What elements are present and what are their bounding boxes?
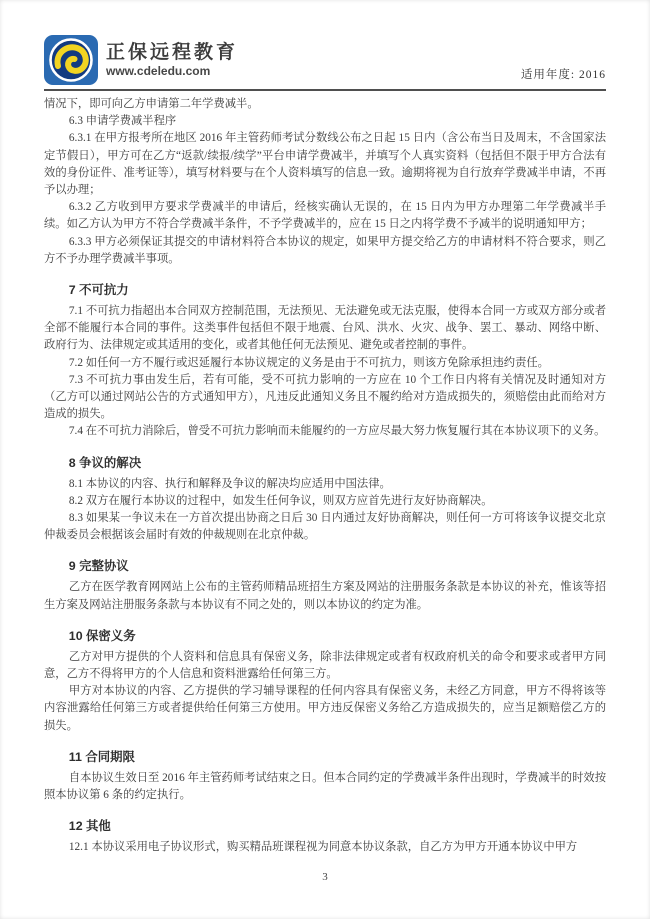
paragraph: 12.1 本协议采用电子协议形式，购买精品班课程视为同意本协议条款，自乙方为甲方开通本协议中甲方 bbox=[68, 841, 578, 854]
paragraph: 甲方对本协议的内容、乙方提供的学习辅导课程的任何内容具有保密义务，未经乙方同意，甲方不得将该等内容泄露给任何第三方或者提供给任何第三方使用。甲方违反保密义务给乙方造成损失的，应当足额赔偿乙方的损失。 bbox=[44, 685, 606, 732]
section-heading: 10 保密义务 bbox=[68, 628, 136, 643]
paragraph: 8.3 如果某一争议未在一方首次提出协商之日后 30 日内通过友好协商解决，则任何一方可将该争议提交北京仲裁委员会根据该会届时有效的仲裁规则在北京仲裁。 bbox=[44, 512, 606, 542]
section-heading: 9 完整协议 bbox=[68, 559, 129, 574]
section-heading: 7 不可抗力 bbox=[68, 283, 129, 298]
paragraph: 乙方在医学教育网网站上公布的主管药师精品班招生方案及网站的注册服务条款是本协议的补充，惟该等招生方案及网站注册服务条款与本协议有不同之处的，则以本协议的约定为准。 bbox=[44, 581, 606, 611]
paragraph: 7.4 在不可抗力消除后，曾受不可抗力影响而未能履约的一方应尽最大努力恢复履行其在本协议项下的义务。 bbox=[68, 425, 606, 438]
paragraph: 8.2 双方在履行本协议的过程中，如发生任何争议，则双方应首先进行友好协商解决。 bbox=[68, 494, 493, 507]
paragraph: 7.1 不可抗力指超出本合同双方控制范围，无法预见、无法避免或无法克服，使得本合同一方或双方部分或者全部不能履行本合同的事件。这类事件包括但不限于地震、台风、洪水、火灾、战争、罢工、暴动、网络中断、政府行为、法律规定或其适用的变化，或者其他任何无法预见、避免或者控制的事件。 bbox=[44, 305, 606, 352]
paragraph: 7.2 如任何一方不履行或迟延履行本协议规定的义务是由于不可抗力，则该方免除承担违约责任。 bbox=[68, 356, 549, 369]
brand-logo-icon bbox=[44, 35, 98, 85]
paragraph: 6.3.1 在甲方报考所在地区 2016 年主管药师考试分数线公布之日起 15 日内（含公布当日及周末，不含国家法定节假日），甲方可在乙方“返款/续报/续学”平台申请学费减半，并填写个人真实资料（包括但不限于甲方合法有效的身份证件、准考证等），填写材料要与在个人资料填写的信息一致。逾期将视为自行放弃学费减半申请，不再予以办理； bbox=[44, 132, 606, 197]
brand-url: www.cdeledu.com bbox=[106, 63, 211, 78]
section-heading: 8 争议的解决 bbox=[68, 455, 142, 470]
applicable-year-label: 适用年度: 2016 bbox=[520, 69, 606, 81]
paragraph: 7.3 不可抗力事由发生后，若有可能，受不可抗力影响的一方应在 10 个工作日内将有关情况及时通知对方（乙方可以通过网站公告的方式通知甲方），凡违反此通知义务且不履约给对方造成损失的，须赔偿由此而给对方造成的损失。 bbox=[44, 373, 606, 421]
paragraph: 6.3 申请学费减半程序 bbox=[68, 115, 177, 128]
brand bbox=[44, 35, 238, 85]
paragraph: 情况下，即可向乙方申请第二年学费减半。 bbox=[44, 98, 259, 110]
paragraph: 自本协议生效日至 2016 年主管药师考试结束之日。但本合同约定的学费减半条件出现时，学费减半的时效按照本协议第 6 条的约定执行。 bbox=[44, 771, 606, 802]
brand-name: 正保远程教育 bbox=[106, 41, 239, 63]
document-body bbox=[44, 91, 606, 857]
page-number: 3 bbox=[322, 870, 328, 883]
section-heading: 11 合同期限 bbox=[68, 749, 135, 764]
brand-text bbox=[106, 43, 238, 78]
paragraph: 6.3.3 甲方必须保证其提交的申请材料符合本协议的规定，如果甲方提交给乙方的申请材料不符合要求，则乙方不予办理学费减半事项。 bbox=[44, 235, 606, 265]
paragraph: 乙方对甲方提供的个人资料和信息具有保密义务，除非法律规定或者有权政府机关的命令和要求或者甲方同意，乙方不得将甲方的个人信息和资料泄露给任何第三方。 bbox=[44, 650, 606, 681]
page-header bbox=[44, 0, 606, 91]
section-heading: 12 其他 bbox=[68, 819, 111, 834]
paragraph: 6.3.2 乙方收到甲方要求学费减半的申请后，经核实确认无误的，在 15 日内为甲方办理第二年学费减半手续。如乙方认为甲方不符合学费减半条件，不予学费减半的，应在 15 日之内将学费不予减半的说明通知甲方； bbox=[44, 201, 606, 231]
paragraph: 8.1 本协议的内容、执行和解释及争议的解决均应适用中国法律。 bbox=[68, 477, 391, 490]
